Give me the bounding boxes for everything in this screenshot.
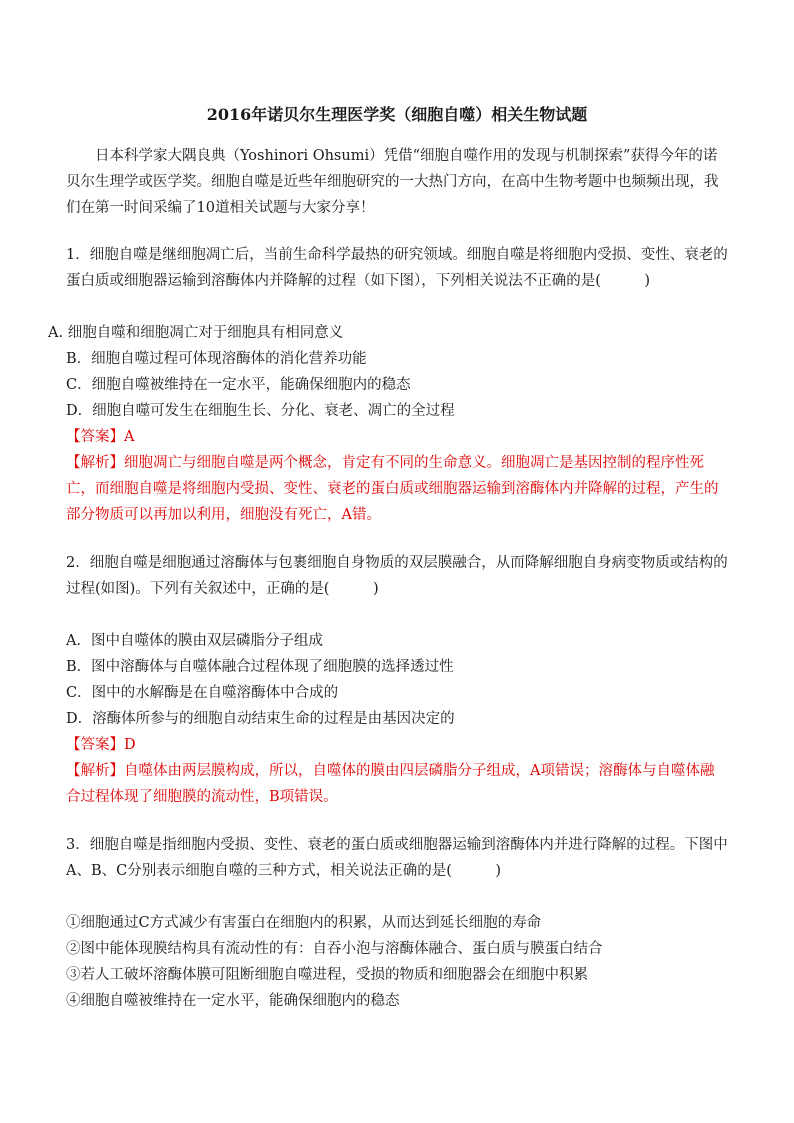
question-1-stem: 1．细胞自噬是继细胞凋亡后，当前生命科学最热的研究领域。细胞自噬是将细胞内受损、变性、衰老的蛋白质或细胞器运输到溶酶体内并降解的过程（如下图），下列相关说法不正确的是( )	[66, 247, 728, 289]
question-3-statement-3: ③若人工破坏溶酶体膜可阻断细胞自噬进程，受损的物质和细胞器会在细胞中积累	[66, 967, 588, 983]
question-2-analysis: 【解析】自噬体由两层膜构成，所以，自噬体的膜由四层磷脂分子组成，A项错误；溶酶体与自噬体融合过程体现了细胞膜的流动性，B项错误。	[66, 763, 715, 805]
question-2-option-b: B．图中溶酶体与自噬体融合过程体现了细胞膜的选择透过性	[66, 659, 454, 675]
question-1-analysis: 【解析】细胞凋亡与细胞自噬是两个概念，肯定有不同的生命意义。细胞凋亡是基因控制的程序性死亡，而细胞自噬是将细胞内受损、变性、衰老的蛋白质或细胞器运输到溶酶体内并降解的过程，产生的部分物质可以再加以利用，细胞没有死亡，A错。	[66, 455, 719, 523]
question-2-option-a: A．图中自噬体的膜由双层磷脂分子组成	[66, 633, 323, 649]
question-3-stem: 3．细胞自噬是指细胞内受损、变性、衰老的蛋白质或细胞器运输到溶酶体内并进行降解的过程。下图中A、B、C分别表示细胞自噬的三种方式，相关说法正确的是( )	[66, 837, 728, 879]
question-1-answer: 【答案】A	[66, 429, 135, 445]
question-1-option-a: A. 细胞自噬和细胞凋亡对于细胞具有相同意义	[48, 325, 344, 341]
question-3-statement-4: ④细胞自噬被维持在一定水平，能确保细胞内的稳态	[66, 993, 400, 1009]
question-3-statement-2: ②图中能体现膜结构具有流动性的有：自吞小泡与溶酶体融合、蛋白质与膜蛋白结合	[66, 941, 603, 957]
question-2-option-d: D．溶酶体所参与的细胞自动结束生命的过程是由基因决定的	[66, 711, 455, 727]
document-title: 2016年诺贝尔生理医学奖（细胞自噬）相关生物试题	[206, 105, 588, 124]
question-2-stem: 2．细胞自噬是细胞通过溶酶体与包裹细胞自身物质的双层膜融合，从而降解细胞自身病变物质或结构的过程(如图)。下列有关叙述中，正确的是( )	[66, 555, 728, 597]
question-2-answer: 【答案】D	[66, 737, 136, 753]
question-1-option-d: D．细胞自噬可发生在细胞生长、分化、衰老、凋亡的全过程	[66, 403, 455, 419]
question-1-option-c: C．细胞自噬被维持在一定水平，能确保细胞内的稳态	[66, 377, 411, 393]
question-1-option-b: B．细胞自噬过程可体现溶酶体的消化营养功能	[66, 351, 367, 367]
question-2-option-c: C．图中的水解酶是在自噬溶酶体中合成的	[66, 685, 339, 701]
intro-paragraph: 日本科学家大隅良典（Yoshinori Ohsumi）凭借“细胞自噬作用的发现与机制探索”获得今年的诺贝尔生理学或医学奖。细胞自噬是近些年细胞研究的一大热门方向，在高中生物考题中也频频出现，我们在第一时间采编了10道相关试题与大家分享！	[66, 148, 719, 216]
question-3-statement-1: ①细胞通过C方式减少有害蛋白在细胞内的积累，从而达到延长细胞的寿命	[66, 915, 542, 931]
